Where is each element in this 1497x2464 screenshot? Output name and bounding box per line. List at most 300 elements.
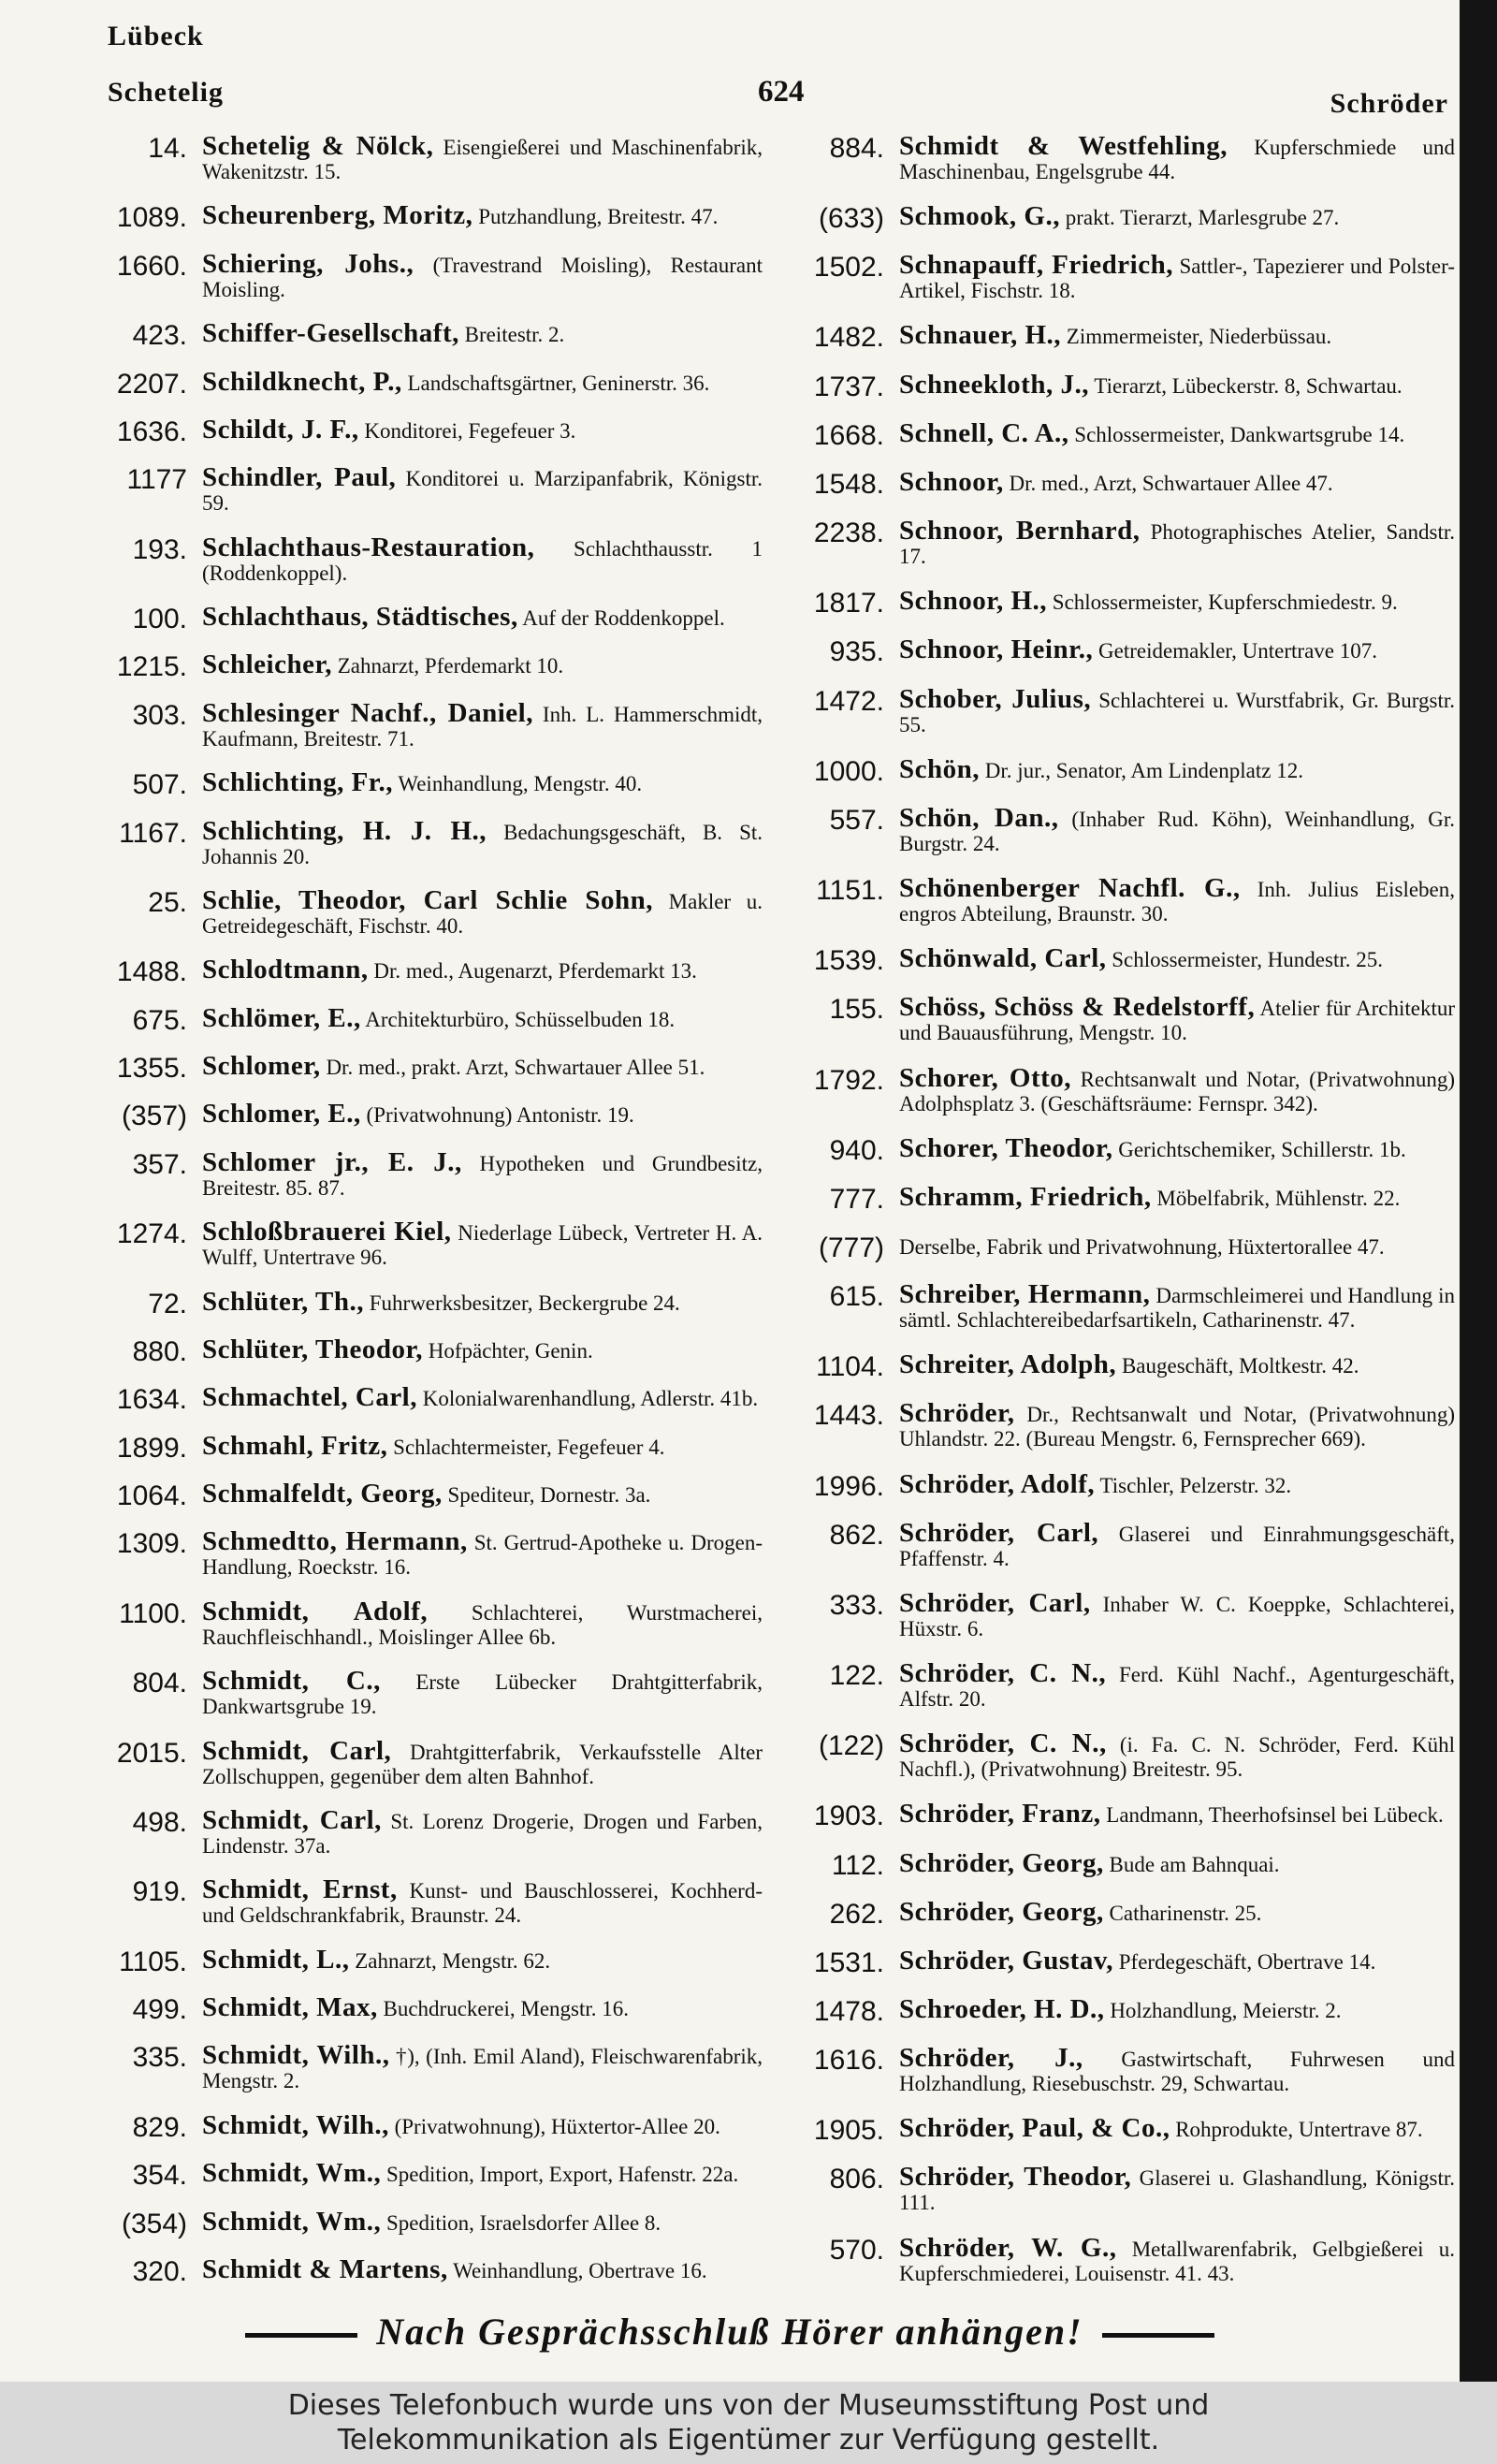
entry-name: Schmidt, L., — [202, 1944, 350, 1975]
directory-entry — [791, 1517, 1455, 1571]
entry-name: Schröder, W. G., — [899, 2232, 1117, 2263]
entry-body — [187, 1219, 763, 1270]
entry-details: Hofpächter, Genin. — [428, 1338, 593, 1363]
entry-name: Schmidt, C., — [202, 1666, 381, 1697]
entry-details: Kolonialwarenhandlung, Adlerstr. 41b. — [422, 1387, 759, 1411]
entry-details: Dr. med., Arzt, Schwartauer Allee 47. — [1009, 471, 1333, 495]
entry-name: Schmahl, Fritz, — [202, 1430, 388, 1461]
entry-body — [884, 1896, 1455, 1927]
entry-body — [187, 1334, 763, 1364]
phone-number: 940. — [829, 1134, 884, 1166]
entry-details: Breitestr. 2. — [464, 323, 565, 347]
directory-entry — [791, 1279, 1455, 1333]
directory-entry — [89, 1286, 763, 1319]
entry-body — [884, 943, 1455, 974]
entry-name: Schmidt, Wilh., — [202, 2040, 390, 2071]
entry-details: Tischler, Pelzerstr. 32. — [1099, 1473, 1292, 1497]
entry-body — [884, 1587, 1455, 1641]
entry-body — [187, 1430, 763, 1461]
entry-name: Schröder, Paul, & Co., — [899, 2113, 1170, 2144]
entry-body — [187, 1666, 763, 1719]
entry-name: Schlichting, Fr., — [202, 767, 394, 798]
phone-number: 1105. — [119, 1946, 187, 1977]
phone-number: (777) — [818, 1232, 884, 1263]
entry-body — [884, 802, 1456, 856]
entry-name: Schreiter, Adolph, — [899, 1349, 1117, 1380]
directory-entry — [89, 2253, 763, 2287]
entry-details: Gerichtschemiker, Schillerstr. 1b. — [1118, 1137, 1406, 1161]
entry-body — [884, 1398, 1455, 1451]
entry-name: Schlomer jr., E. J., — [202, 1146, 462, 1177]
entry-body — [884, 201, 1455, 232]
entry-name: Schmook, G., — [899, 201, 1060, 232]
entry-body — [884, 2232, 1455, 2286]
entry-details: (Privatwohnung), Hüxtertor-Allee 20. — [394, 2114, 720, 2138]
entry-details: Landmann, Theerhofsinsel bei Lübeck. — [1106, 1803, 1444, 1828]
phone-number: 570. — [829, 2234, 884, 2266]
directory-entry — [791, 466, 1455, 500]
entry-name: Schmidt & Westfehling, — [899, 131, 1228, 161]
directory-entry — [791, 1349, 1455, 1383]
entry-name: Schlodtmann, — [202, 955, 369, 985]
entry-name: Schmachtel, Carl, — [202, 1382, 417, 1413]
directory-entry — [791, 802, 1456, 856]
entry-details: Schlachthausstr. 1 (Roddenkoppel). — [202, 536, 763, 585]
phone-number: 1792. — [813, 1064, 884, 1096]
phone-number: 1478. — [813, 1996, 884, 2027]
phone-number: 303. — [132, 699, 187, 731]
phone-number: 507. — [132, 769, 187, 801]
directory-entry — [89, 1051, 763, 1084]
directory-entry — [89, 2206, 763, 2239]
entry-name: Schmidt, Ernst, — [202, 1874, 398, 1905]
entry-body — [187, 1735, 763, 1789]
phone-number: 1100. — [119, 1597, 187, 1629]
entry-name: Schönenberger Nachfl. G., — [899, 873, 1241, 904]
entry-details: Dr., Rechtsanwalt und Notar, (Privatwohnung) Uhlandstr. 22. (Bureau Mengstr. 6, Fernsprecher 669). — [899, 1403, 1455, 1451]
phone-number: 498. — [132, 1806, 187, 1838]
directory-entry — [89, 1146, 763, 1201]
phone-number: 354. — [132, 2160, 187, 2192]
directory-entry — [89, 366, 763, 400]
directory-entry — [791, 1945, 1455, 1978]
footer-note-line1: Dieses Telefonbuch wurde uns von der Museumsstiftung Post und — [287, 2389, 1210, 2422]
entry-details: (Travestrand Moisling), Restaurant Moisling. — [202, 253, 763, 301]
directory-entry — [89, 1804, 763, 1859]
entry-body — [884, 634, 1455, 665]
phone-number: 1443. — [813, 1400, 884, 1432]
entry-name: Schiering, Johs., — [202, 248, 414, 279]
entry-details: Hypotheken und Grundbesitz, Breitestr. 85. 87. — [202, 1151, 763, 1200]
entry-name: Schröder, J., — [899, 2043, 1083, 2074]
directory-entry — [791, 369, 1455, 402]
directory-entry — [89, 1002, 763, 1036]
phone-number: 1000. — [813, 755, 884, 787]
phone-number: 333. — [829, 1589, 884, 1621]
slogan-rule-right — [1102, 2333, 1214, 2338]
entry-body — [187, 815, 763, 869]
entry-name: Schön, — [899, 753, 981, 784]
entry-body — [187, 318, 763, 349]
phone-number: 100. — [132, 604, 187, 634]
directory-entry — [89, 957, 763, 986]
phone-number: 1531. — [813, 1946, 884, 1978]
phone-number: 2015. — [116, 1737, 187, 1769]
phone-number: 1064. — [116, 1480, 187, 1511]
entry-name: Schlachthaus, Städtisches, — [202, 602, 518, 632]
directory-entry — [89, 697, 763, 751]
header-right-keyword: Schröder — [1330, 88, 1448, 119]
entry-body — [187, 2040, 763, 2093]
entry-body — [187, 462, 763, 516]
directory-entry — [791, 1728, 1455, 1782]
phone-number: 1548. — [813, 468, 884, 500]
phone-number: 1636. — [116, 416, 187, 447]
phone-number: 357. — [132, 1148, 187, 1180]
entry-details: Derselbe, Fabrik und Privatwohnung, Hüxtertorallee 47. — [899, 1234, 1385, 1259]
entry-body — [884, 586, 1455, 617]
directory-entry — [89, 1666, 763, 1719]
directory-entry — [89, 1382, 763, 1416]
entry-body — [187, 884, 763, 939]
entry-name: Schlömer, E., — [202, 1002, 361, 1033]
entry-name: Schönwald, Carl, — [899, 943, 1107, 974]
entry-details: Schlachtermeister, Fegefeuer 4. — [393, 1435, 665, 1459]
directory-entry — [791, 518, 1455, 569]
entry-details: Pferdegeschäft, Obertrave 14. — [1118, 1949, 1376, 1974]
directory-entry — [791, 2043, 1455, 2096]
entry-body — [187, 248, 763, 302]
entry-details: Drahtgitterfabrik, Verkaufsstelle Alter Zollschuppen, gegenüber dem alten Bahnhof. — [202, 1740, 763, 1788]
entry-details: Metallwarenfabrik, Gelbgießerei u. Kupferschmiederei, Louisenstr. 41. 43. — [899, 2237, 1455, 2285]
directory-entry — [89, 1874, 763, 1928]
phone-number: 777. — [829, 1183, 884, 1215]
entry-name: Schön, Dan., — [899, 802, 1059, 833]
entry-details: Glaserei u. Glashandlung, Königstr. 111. — [899, 2166, 1455, 2215]
entry-name: Schorer, Otto, — [899, 1062, 1072, 1093]
entry-name: Schiffer-Gesellschaft, — [202, 318, 459, 349]
footer-note — [0, 2382, 1497, 2464]
entry-name: Schlichting, H. J. H., — [202, 815, 487, 846]
entry-body — [884, 1994, 1455, 2024]
phone-number: 2238. — [813, 518, 884, 549]
directory-entry — [791, 1994, 1455, 2027]
directory-entry — [791, 1896, 1455, 1930]
directory-entry — [89, 1101, 763, 1130]
entry-body — [187, 1051, 763, 1081]
entry-body — [187, 957, 763, 984]
entry-name: Schmidt, Carl, — [202, 1735, 392, 1766]
entry-name: Schetelig & Nölck, — [202, 131, 434, 161]
entry-details: Bedachungsgeschäft, B. St. Johannis 20. — [202, 820, 763, 868]
entry-body — [884, 1728, 1455, 1782]
entry-details: Tierarzt, Lübeckerstr. 8, Schwartau. — [1094, 373, 1403, 398]
directory-entry — [791, 250, 1455, 303]
entry-name: Schildknecht, P., — [202, 366, 402, 397]
entry-details: St. Lorenz Drogerie, Drogen und Farben, Lindenstr. 37a. — [202, 1809, 763, 1858]
entry-name: Schnoor, H., — [899, 586, 1048, 617]
entry-body — [187, 200, 763, 231]
phone-number: (357) — [121, 1101, 187, 1132]
entry-body — [884, 1517, 1455, 1571]
phone-number: 1488. — [116, 956, 187, 988]
entry-details: †), (Inh. Emil Aland), Fleischwarenfabrik, Mengstr. 2. — [202, 2045, 763, 2093]
phone-number: 1089. — [116, 202, 187, 234]
phone-number: 423. — [132, 320, 187, 352]
directory-entry — [89, 1430, 763, 1464]
entry-name: Schmidt, Adolf, — [202, 1596, 429, 1626]
entry-body — [187, 1874, 763, 1928]
phone-number: 499. — [132, 1994, 187, 2025]
entry-details: Kunst- und Bauschlosserei, Kochherd- und Geldschrankfabrik, Braunstr. 24. — [202, 1879, 763, 1928]
phone-number: 829. — [132, 2111, 187, 2143]
phone-number: (354) — [121, 2208, 187, 2239]
entry-body — [187, 1146, 763, 1201]
entry-name: Schreiber, Hermann, — [899, 1279, 1151, 1310]
directory-entry — [89, 1992, 763, 2025]
phone-number: 880. — [132, 1335, 187, 1367]
entry-name: Schleicher, — [202, 649, 332, 680]
entry-name: Schmedtto, Hermann, — [202, 1526, 468, 1557]
entry-name: Schröder, C. N., — [899, 1728, 1107, 1759]
directory-entry — [89, 1944, 763, 1977]
entry-details: Niederlage Lübeck, Vertreter H. A. Wulff, Untertrave 96. — [202, 1221, 763, 1270]
entry-name: Schnauer, H., — [899, 320, 1062, 351]
entry-body — [187, 414, 763, 445]
entry-body — [884, 992, 1455, 1045]
entry-details: Ferd. Kühl Nachf., Agenturgeschäft, Alfstr. 20. — [899, 1663, 1456, 1712]
entry-details: Kupferschmiede und Maschinenbau, Engelsgrube 44. — [899, 136, 1455, 183]
entry-details: Atelier für Architektur und Bauausführung, Mengstr. 10. — [899, 997, 1455, 1045]
phone-number: 675. — [132, 1004, 187, 1036]
entry-body — [187, 2206, 763, 2237]
phone-number: 1309. — [116, 1528, 187, 1560]
phone-number: 1167. — [119, 817, 187, 849]
entry-name: Schnoor, Bernhard, — [899, 516, 1141, 547]
header-city: Lübeck — [108, 21, 204, 51]
directory-entry — [791, 873, 1456, 926]
left-column — [89, 131, 763, 2287]
entry-details: Schlossermeister, Kupferschmiedestr. 9. — [1052, 590, 1398, 615]
directory-entry — [791, 1801, 1455, 1830]
directory-entry — [791, 2162, 1455, 2215]
entry-body — [884, 1132, 1455, 1163]
phone-number: 862. — [829, 1519, 884, 1551]
phone-number: 1817. — [813, 588, 884, 620]
phone-number: 1177 — [126, 464, 187, 496]
entry-name: Schnoor, — [899, 466, 1004, 497]
entry-details: Auf der Roddenkoppel. — [522, 606, 725, 630]
entry-details: Konditorei u. Marzipanfabrik, Königstr. 59. — [202, 467, 763, 516]
entry-body — [187, 1526, 763, 1580]
phone-number: 1482. — [813, 322, 884, 354]
entry-name: Schmidt, Max, — [202, 1992, 378, 2022]
entry-body — [187, 1101, 763, 1128]
entry-details: Inh. Julius Eisleben, engros Abteilung, Braunstr. 30. — [899, 878, 1456, 926]
phone-number: 25. — [148, 886, 187, 918]
phone-number: 155. — [829, 994, 884, 1026]
entry-name: Schnoor, Heinr., — [899, 634, 1094, 665]
phone-number: 14. — [148, 133, 187, 164]
phone-number: 262. — [829, 1898, 884, 1930]
directory-entry — [89, 200, 763, 234]
entry-details: Glaserei und Einrahmungsgeschäft, Pfaffenstr. 4. — [899, 1522, 1455, 1570]
entry-body — [884, 2113, 1455, 2144]
directory-entry — [791, 586, 1455, 620]
directory-entry — [89, 2040, 763, 2093]
phone-number: 335. — [132, 2042, 187, 2074]
entry-details: Inh. L. Hammerschmidt, Kaufmann, Breitestr. 71. — [202, 702, 763, 751]
entry-body — [884, 873, 1456, 926]
phone-number: 1903. — [813, 1801, 884, 1832]
directory-entry — [791, 1468, 1455, 1502]
entry-body — [884, 1349, 1455, 1380]
entry-name: Schröder, Adolf, — [899, 1468, 1096, 1499]
directory-entry — [89, 2158, 763, 2192]
phone-number: 557. — [829, 804, 884, 836]
entry-body — [884, 2043, 1455, 2096]
entry-details: Buchdruckerei, Mengstr. 16. — [383, 1997, 630, 2020]
entry-name: Schlomer, — [202, 1051, 321, 1081]
directory-entry — [89, 1526, 763, 1580]
entry-body — [884, 466, 1455, 497]
entry-body — [884, 1181, 1455, 1212]
entry-details: (i. Fa. C. N. Schröder, Ferd. Kühl Nachfl.), (Privatwohnung) Breitestr. 95. — [899, 1733, 1455, 1782]
entry-name: Schnell, C. A., — [899, 417, 1069, 448]
entry-body — [187, 697, 763, 751]
entry-body — [187, 131, 763, 184]
directory-entry — [791, 1587, 1455, 1641]
entry-body — [187, 2253, 763, 2284]
entry-name: Schlesinger Nachf., Daniel, — [202, 697, 533, 728]
entry-details: Schlachterei, Wurstmacherei, Rauchfleischhandl., Moislinger Allee 6b. — [202, 1600, 763, 1649]
entry-details: Eisengießerei und Maschinenfabrik, Wakenitzstr. 15. — [202, 136, 763, 183]
entry-body — [187, 1804, 763, 1859]
entry-body — [187, 767, 763, 798]
directory-entry — [89, 815, 763, 869]
entry-name: Schmidt & Martens, — [202, 2253, 448, 2284]
directory-entry — [89, 414, 763, 447]
directory-entry — [89, 602, 763, 634]
directory-entry — [791, 1847, 1455, 1881]
entry-name: Schlie, Theodor, Carl Schlie Sohn, — [202, 884, 654, 915]
entry-name: Schmidt, Carl, — [202, 1804, 382, 1835]
directory-entry — [89, 318, 763, 352]
entry-body — [187, 532, 763, 586]
entry-body — [884, 1062, 1455, 1116]
entry-details: Möbelfabrik, Mühlenstr. 22. — [1156, 1186, 1401, 1210]
phone-number: 1737. — [813, 371, 884, 402]
entry-details: Spedition, Import, Export, Hafenstr. 22a. — [386, 2163, 739, 2187]
entry-name: Schröder, Carl, — [899, 1587, 1091, 1618]
entry-details: Putzhandlung, Breitestr. 47. — [478, 205, 719, 229]
entry-name: Schröder, Franz, — [899, 1799, 1101, 1830]
entry-name: Schröder, Carl, — [899, 1517, 1099, 1548]
entry-body — [187, 1992, 763, 2022]
entry-name: Schlüter, Th., — [202, 1286, 364, 1317]
entry-body — [187, 366, 763, 397]
phone-number: 320. — [132, 2255, 187, 2287]
entry-name: Schramm, Friedrich, — [899, 1181, 1152, 1212]
entry-details: Photographisches Atelier, Sandstr. 17. — [899, 520, 1456, 569]
entry-details: Dr. med., prakt. Arzt, Schwartauer Allee 51. — [326, 1056, 705, 1079]
entry-details: Baugeschäft, Moltkestr. 42. — [1121, 1354, 1359, 1378]
entry-details: Inhaber W. C. Koeppke, Schlachterei, Hüxstr. 6. — [899, 1592, 1455, 1640]
entry-body — [187, 1002, 763, 1033]
entry-details: Dr. jur., Senator, Am Lindenplatz 12. — [984, 758, 1303, 782]
entry-details: Zahnarzt, Pferdemarkt 10. — [337, 654, 564, 678]
phone-number: 1905. — [813, 2115, 884, 2147]
entry-body — [187, 2158, 763, 2189]
entry-name: Schindler, Paul, — [202, 462, 397, 493]
right-column — [791, 131, 1456, 2286]
directory-entry — [791, 201, 1455, 235]
entry-name: Schorer, Theodor, — [899, 1132, 1113, 1163]
entry-details: (Privatwohnung) Antonistr. 19. — [366, 1103, 634, 1128]
entry-details: Darmschleimerei und Handlung in sämtl. Schlachtereibedarfsartikeln, Catharinenstr. 47. — [899, 1284, 1455, 1333]
phone-number: 804. — [132, 1668, 187, 1699]
phone-number: 1502. — [813, 252, 884, 284]
entry-body — [187, 1286, 763, 1317]
phone-number: (633) — [818, 203, 884, 235]
entry-name: Schröder, Gustav, — [899, 1945, 1113, 1976]
directory-entry — [791, 1398, 1455, 1451]
entry-name: Schöss, Schöss & Redelstorff, — [899, 992, 1256, 1023]
entry-body — [187, 649, 763, 680]
entry-details: Schlossermeister, Hundestr. 25. — [1112, 948, 1384, 972]
directory-entry — [89, 884, 763, 939]
footer-note-line2: Telekommunikation als Eigentümer zur Verfügung gestellt. — [337, 2424, 1160, 2457]
entry-details: Rechtsanwalt und Notar, (Privatwohnung) Adolphsplatz 3. (Geschäftsräume: Fernspr. 342). — [899, 1067, 1455, 1115]
phone-number: 935. — [829, 636, 884, 668]
entry-name: Schmidt, Wm., — [202, 2158, 382, 2189]
directory-entry — [791, 1062, 1455, 1116]
directory-entry — [89, 767, 763, 801]
entry-details: Erste Lübecker Drahtgitterfabrik, Dankwartsgrube 19. — [202, 1670, 763, 1719]
entry-details: Bude am Bahnquai. — [1109, 1852, 1280, 1876]
entry-body — [884, 1801, 1455, 1828]
directory-entry — [89, 1219, 763, 1270]
phone-number: 122. — [829, 1660, 884, 1692]
directory-entry — [89, 532, 763, 586]
phone-number: 806. — [829, 2164, 884, 2195]
entry-body — [884, 2162, 1455, 2215]
directory-entry — [791, 634, 1455, 668]
entry-details: prakt. Tierarzt, Marlesgrube 27. — [1065, 206, 1340, 230]
entry-name: Schröder, Theodor, — [899, 2162, 1132, 2193]
entry-name: Schroeder, H. D., — [899, 1994, 1105, 2024]
phone-number: 1472. — [813, 685, 884, 717]
slogan-text: Nach Gesprächsschluß Hörer anhängen! — [376, 2311, 1083, 2353]
directory-entry — [89, 1735, 763, 1789]
entry-details: Catharinenstr. 25. — [1109, 1901, 1262, 1925]
phone-number: (122) — [818, 1730, 884, 1762]
entry-name: Schober, Julius, — [899, 683, 1092, 714]
entry-details: Dr. med., Augenarzt, Pferdemarkt 13. — [373, 959, 697, 984]
directory-entry — [89, 462, 763, 516]
entry-details: Zahnarzt, Mengstr. 62. — [355, 1948, 551, 1973]
phone-number: 1151. — [816, 875, 884, 907]
entry-details: Weinhandlung, Mengstr. 40. — [398, 772, 643, 796]
phone-number: 1539. — [813, 945, 884, 977]
entry-name: Schmidt, Wm., — [202, 2206, 382, 2237]
entry-name: Schloßbrauerei Kiel, — [202, 1217, 452, 1247]
entry-body — [187, 602, 763, 632]
directory-entry — [791, 1181, 1455, 1215]
page-number: 624 — [758, 75, 805, 109]
entry-details: Spediteur, Dornestr. 3a. — [447, 1483, 651, 1507]
phone-number: 1660. — [116, 250, 187, 282]
